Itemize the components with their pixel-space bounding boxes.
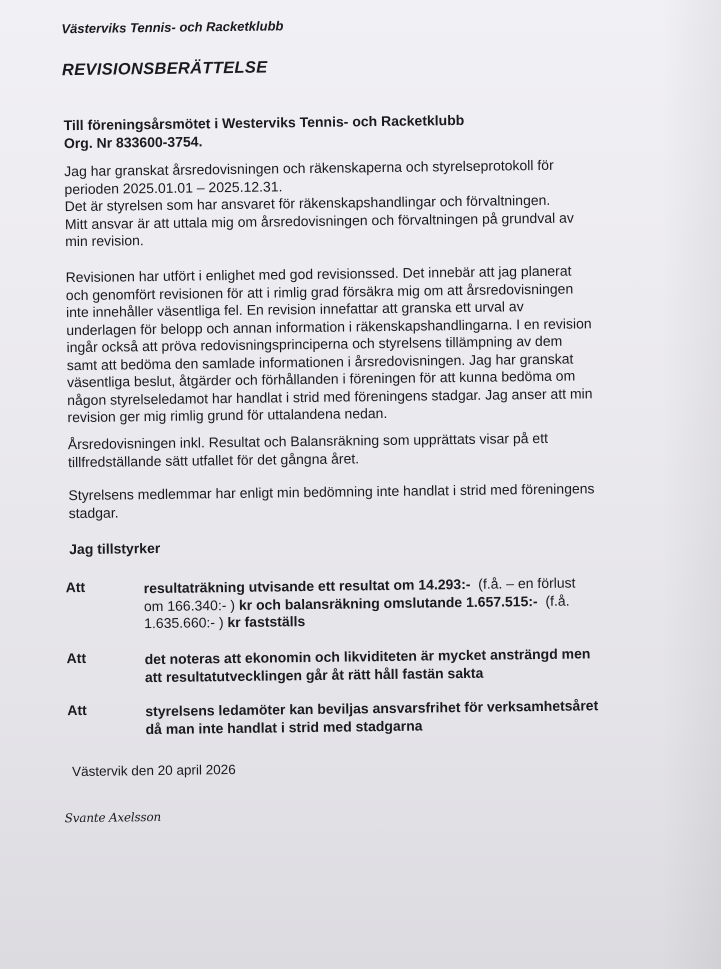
bold-text: resultaträkning utvisande ett resultat om 14.293:- bbox=[143, 575, 471, 597]
text-line: revision ger mig rimlig grund för uttalandena nedan. bbox=[67, 404, 388, 426]
text-line: perioden 2025.01.01 – 2025.12.31. bbox=[64, 177, 283, 197]
text-line: stadgar. bbox=[68, 503, 119, 521]
text-line: att resultatutvecklingen går åt rätt håll fastän sakta bbox=[144, 664, 484, 685]
plain-text: 1.635.660:- ) bbox=[144, 614, 224, 632]
text-line: Jag har granskat årsredovisningen och räkenskaperna och styrelseprotokoll för bbox=[64, 156, 554, 180]
text-line: någon styrelseledamot har handlat i strid med föreningens stadgar. Jag anser att min bbox=[67, 384, 593, 408]
plain-text: (f.å. bbox=[545, 592, 570, 609]
att-label: Att bbox=[65, 578, 86, 596]
signature: Svante Axelsson bbox=[64, 809, 162, 826]
addressee-block bbox=[64, 111, 465, 152]
text-line: Årsredovisningen inkl. Resultat och Balansräkning som upprättats visar på ett bbox=[67, 429, 549, 453]
paragraph-method bbox=[66, 261, 668, 426]
text-line: det noteras att ekonomin och likviditeten är mycket ansträngd men bbox=[144, 645, 591, 668]
paragraph-board bbox=[68, 479, 668, 522]
recommendation-heading: Jag tillstyrker bbox=[69, 539, 161, 558]
text-line: styrelsens ledamöter kan beviljas ansvarsfrihet för verksamhetsåret bbox=[145, 697, 599, 720]
addressee-line: Till föreningsårsmötet i Westerviks Tennis- och Racketklubb bbox=[63, 111, 465, 134]
att-item-economy bbox=[145, 645, 645, 687]
plain-text: (f.å. – en förlust bbox=[478, 574, 576, 592]
document-title: REVISIONSBERÄTTELSE bbox=[61, 58, 268, 80]
org-number: Org. Nr 833600-3754. bbox=[63, 133, 203, 152]
text-line: min revision. bbox=[65, 232, 144, 250]
text-line: då man inte handlat i strid med stadgarna bbox=[145, 717, 423, 737]
text-line: ingår också att pröva redovisningsprinciperna och styrelsens tillämpning av dem bbox=[66, 332, 563, 356]
att-label: Att bbox=[66, 649, 87, 667]
text-line: Styrelsens medlemmar har enligt min bedömning inte handlat i strid med föreningens bbox=[68, 480, 595, 504]
text-line: och genomfört revisionen för att i rimlig grad försäkra mig om att årsredovisningen bbox=[65, 280, 574, 303]
bold-text: kr fastställs bbox=[227, 613, 306, 631]
att-label: Att bbox=[67, 701, 87, 719]
att-item-discharge bbox=[145, 697, 645, 739]
text-line: tillfredställande sätt utfallet för det gångna året. bbox=[67, 449, 360, 470]
text-line: Det är styrelsen som har ansvaret för räkenskapshandlingar och förvaltningen. bbox=[64, 191, 551, 215]
text-line: inte innehåller väsentliga fel. En revision innefattar att granska ett urval av bbox=[65, 298, 524, 321]
bold-text: kr och balansräkning omslutande 1.657.515:- bbox=[238, 592, 538, 613]
paragraph-annual-report bbox=[68, 428, 668, 471]
plain-text: om 166.340:- ) bbox=[143, 596, 236, 614]
club-name: Västerviks Tennis- och Racketklubb bbox=[61, 18, 284, 37]
text-line: väsentliga beslut, åtgärder och förhållanden i föreningen för att kunna bedöma om bbox=[66, 367, 576, 391]
text-line: underlagen för belopp och annan information i räkenskapshandlingarna. I en revision bbox=[66, 314, 592, 338]
paragraph-scope bbox=[64, 155, 665, 250]
text-line: samt att bedöma den samlade informationen i årsredovisningen. Jag har granskat bbox=[66, 350, 574, 373]
text-line: Mitt ansvar är att uttala mig om årsredovisningen och förvaltningen på grundval av bbox=[64, 209, 574, 232]
text-line: Revisionen har utfört i enlighet med god revisionssed. Det innebär att jag planerat bbox=[65, 262, 572, 286]
att-item-adoption bbox=[144, 574, 645, 633]
place-date: Västervik den 20 april 2026 bbox=[72, 761, 236, 780]
